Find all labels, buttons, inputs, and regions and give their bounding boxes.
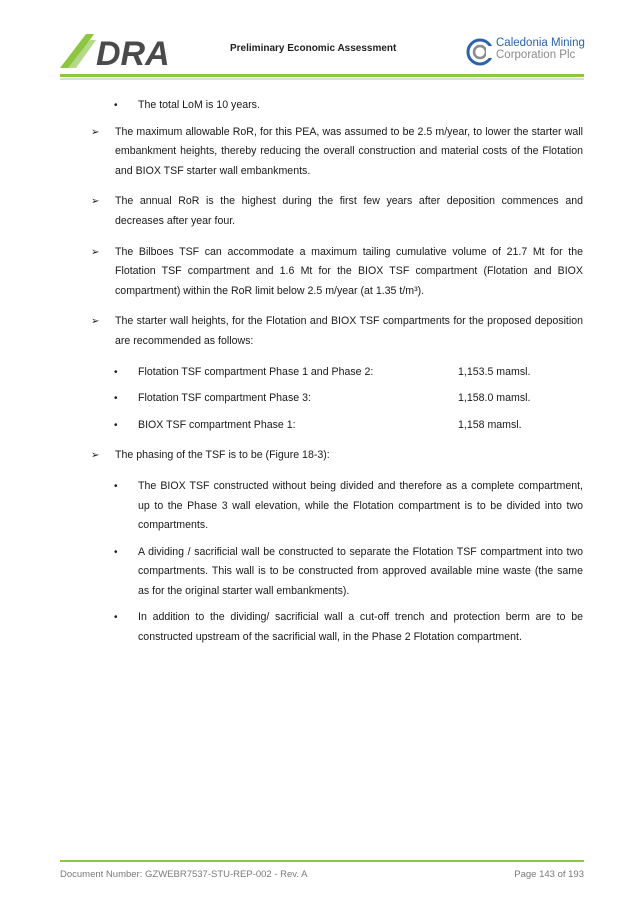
arrow-bullet-icon: ➢ (91, 246, 100, 258)
list-item (91, 192, 583, 231)
document-number: Document Number: GZWEBR7537-STU-REP-002 - Rev. A (60, 869, 308, 880)
list-item (91, 123, 583, 182)
document-body (91, 96, 583, 655)
wall-height-value: 1,158 mamsl. (458, 418, 522, 431)
bullet-dot-icon: • (114, 546, 118, 558)
arrow-bullet-icon: ➢ (91, 126, 100, 138)
list-item (91, 243, 583, 302)
list-item (91, 446, 583, 466)
caledonia-line1: Caledonia Mining (496, 37, 585, 49)
bullet-dot-icon: • (114, 393, 118, 405)
phasing-item (95, 608, 583, 647)
list-item (91, 312, 583, 351)
header-shadow-divider (60, 78, 584, 80)
dra-logo (60, 30, 200, 72)
bullet-dot-icon: • (114, 366, 118, 378)
wall-height-label: BIOX TSF compartment Phase 1: (138, 418, 296, 431)
list-item-text: The total LoM is 10 years. (138, 99, 260, 111)
footer-divider (60, 860, 584, 862)
wall-height-label: Flotation TSF compartment Phase 1 and Phase 2: (138, 365, 374, 378)
phasing-item-text: The BIOX TSF constructed without being divided and therefore as a complete compartment, up to the Phase 3 wall elevation, while the Flotation compartment is to be divided into two compartments. (138, 479, 583, 532)
bullet-dot-icon: • (114, 419, 118, 431)
list-item-text: The phasing of the TSF is to be (Figure 18-3): (115, 449, 330, 462)
page-number: Page 143 of 193 (514, 869, 584, 880)
phasing-item (95, 477, 583, 536)
wall-height-row (95, 389, 583, 409)
wall-height-label: Flotation TSF compartment Phase 3: (138, 392, 311, 405)
phasing-item-text: A dividing / sacrificial wall be constructed to separate the Flotation TSF compartment into two compartments. This wall is to be constructed from approved available mine waste (the same as for the original starter wall embankments). (138, 545, 583, 597)
bullet-dot-icon: • (114, 480, 118, 492)
bullet-dot-icon: • (114, 100, 118, 111)
wall-height-value: 1,158.0 mamsl. (458, 392, 531, 405)
list-item-text: The annual RoR is the highest during the first few years after deposition commences and decreases after year four. (115, 195, 583, 227)
arrow-bullet-icon: ➢ (91, 316, 100, 328)
list-item-text: The Bilboes TSF can accommodate a maximum tailing cumulative volume of 21.7 Mt for the Flotation TSF compartment and 1.6 Mt for the BIOX TSF compartment (Flotation and BIOX compartment) within the RoR limit below 2.5 m/year (at 1.35 t/m³). (115, 245, 583, 297)
wall-height-value: 1,153.5 mamsl. (458, 365, 531, 378)
wall-height-row (95, 363, 583, 383)
phasing-item-text: In addition to the dividing/ sacrificial wall a cut-off trench and protection berm are to be constructed upstream of the sacrificial wall, in the Phase 2 Flotation compartment. (138, 611, 583, 644)
dra-logo-icon (60, 30, 200, 72)
phasing-item (95, 543, 583, 602)
page-header (60, 30, 588, 78)
page-title: Preliminary Economic Assessment (230, 43, 397, 54)
caledonia-emblem-icon (466, 36, 494, 68)
caledonia-wordmark (496, 37, 585, 61)
caledonia-line2: Corporation Plc (496, 49, 576, 61)
arrow-bullet-icon: ➢ (91, 450, 100, 462)
list-item-text: The maximum allowable RoR, for this PEA, was assumed to be 2.5 m/year, to lower the starter wall embankment heights, thereby reducing the overall construction and material costs of the Flotation and BIOX TSF starter wall embankments. (115, 125, 583, 177)
caledonia-logo (466, 34, 592, 70)
arrow-bullet-icon: ➢ (91, 196, 100, 208)
bullet-dot-icon: • (114, 612, 118, 624)
header-divider (60, 74, 584, 77)
list-item (95, 96, 583, 116)
dra-logo-text: DRA (96, 35, 170, 72)
wall-height-row (95, 416, 583, 436)
list-item-text: The starter wall heights, for the Flotation and BIOX TSF compartments for the proposed deposition are recommended as follows: (115, 315, 583, 347)
